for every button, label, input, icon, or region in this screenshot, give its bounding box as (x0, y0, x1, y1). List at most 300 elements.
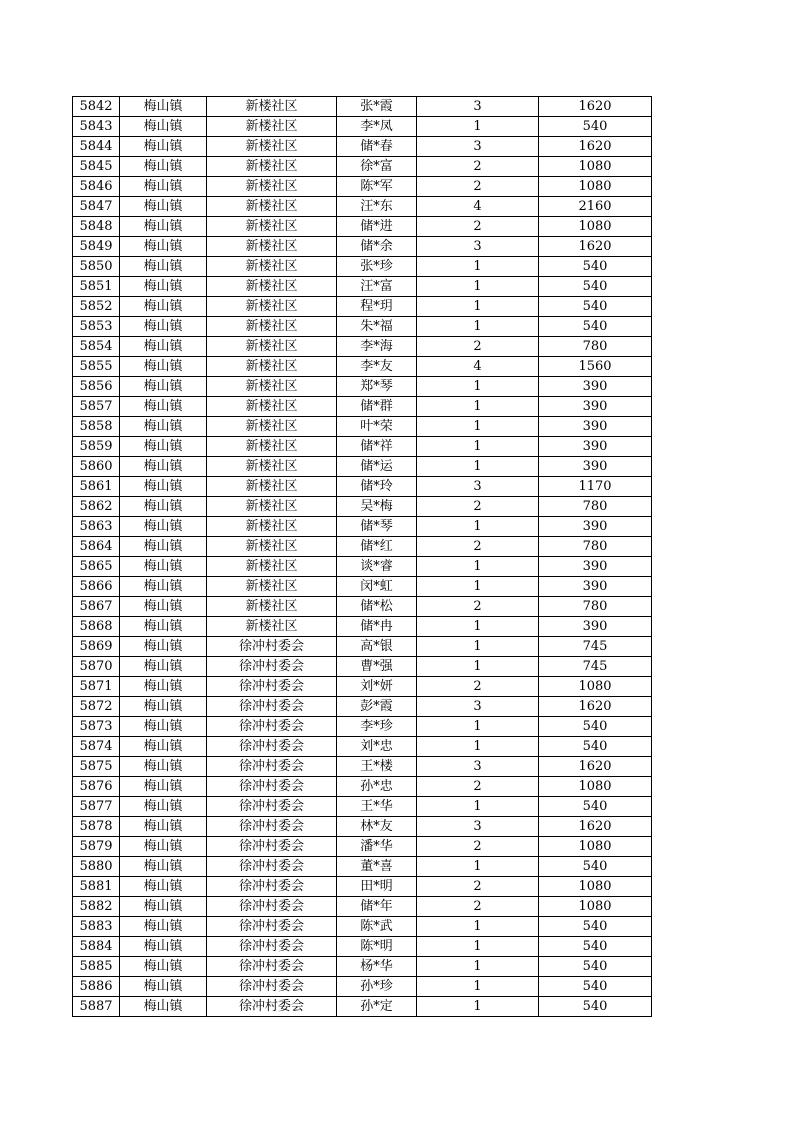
village-cell: 新楼社区 (207, 257, 337, 277)
name-cell: 陈*明 (337, 937, 417, 957)
row-id-cell: 5870 (73, 657, 120, 677)
table-row (73, 177, 652, 197)
name-cell: 孙*定 (337, 997, 417, 1017)
row-id-cell: 5848 (73, 217, 120, 237)
table-row (73, 317, 652, 337)
household-count-cell: 1 (417, 657, 539, 677)
row-id-cell: 5881 (73, 877, 120, 897)
row-id-cell: 5886 (73, 977, 120, 997)
table-row (73, 757, 652, 777)
row-id-cell: 5876 (73, 777, 120, 797)
name-cell: 闵*虹 (337, 577, 417, 597)
amount-cell: 540 (539, 977, 652, 997)
household-count-cell: 2 (417, 597, 539, 617)
name-cell: 孙*珍 (337, 977, 417, 997)
table-row (73, 537, 652, 557)
amount-cell: 540 (539, 257, 652, 277)
table-row (73, 657, 652, 677)
household-count-cell: 1 (417, 997, 539, 1017)
household-count-cell: 2 (417, 677, 539, 697)
village-cell: 新楼社区 (207, 117, 337, 137)
table-row (73, 677, 652, 697)
amount-cell: 1080 (539, 837, 652, 857)
town-cell: 梅山镇 (120, 697, 207, 717)
table-row (73, 817, 652, 837)
town-cell: 梅山镇 (120, 757, 207, 777)
village-cell: 新楼社区 (207, 157, 337, 177)
amount-cell: 1080 (539, 177, 652, 197)
town-cell: 梅山镇 (120, 657, 207, 677)
row-id-cell: 5844 (73, 137, 120, 157)
amount-cell: 540 (539, 857, 652, 877)
name-cell: 刘*妍 (337, 677, 417, 697)
table-row (73, 397, 652, 417)
village-cell: 徐冲村委会 (207, 997, 337, 1017)
amount-cell: 390 (539, 417, 652, 437)
household-count-cell: 1 (417, 957, 539, 977)
town-cell: 梅山镇 (120, 917, 207, 937)
row-id-cell: 5849 (73, 237, 120, 257)
name-cell: 叶*荣 (337, 417, 417, 437)
amount-cell: 1620 (539, 137, 652, 157)
village-cell: 新楼社区 (207, 317, 337, 337)
village-cell: 新楼社区 (207, 197, 337, 217)
village-cell: 新楼社区 (207, 137, 337, 157)
household-count-cell: 2 (417, 217, 539, 237)
household-count-cell: 1 (417, 297, 539, 317)
town-cell: 梅山镇 (120, 617, 207, 637)
village-cell: 徐冲村委会 (207, 897, 337, 917)
household-count-cell: 1 (417, 117, 539, 137)
amount-cell: 1620 (539, 817, 652, 837)
town-cell: 梅山镇 (120, 477, 207, 497)
household-count-cell: 1 (417, 797, 539, 817)
row-id-cell: 5875 (73, 757, 120, 777)
name-cell: 储*红 (337, 537, 417, 557)
name-cell: 储*余 (337, 237, 417, 257)
town-cell: 梅山镇 (120, 177, 207, 197)
row-id-cell: 5855 (73, 357, 120, 377)
amount-cell: 1080 (539, 217, 652, 237)
amount-cell: 1620 (539, 97, 652, 117)
amount-cell: 540 (539, 117, 652, 137)
village-cell: 新楼社区 (207, 577, 337, 597)
amount-cell: 1080 (539, 897, 652, 917)
household-count-cell: 2 (417, 777, 539, 797)
town-cell: 梅山镇 (120, 237, 207, 257)
amount-cell: 540 (539, 917, 652, 937)
amount-cell: 780 (539, 497, 652, 517)
name-cell: 储*冉 (337, 617, 417, 637)
town-cell: 梅山镇 (120, 377, 207, 397)
row-id-cell: 5851 (73, 277, 120, 297)
row-id-cell: 5873 (73, 717, 120, 737)
table-row (73, 637, 652, 657)
row-id-cell: 5860 (73, 457, 120, 477)
amount-cell: 540 (539, 997, 652, 1017)
roster-table-body (73, 97, 652, 1017)
village-cell: 新楼社区 (207, 337, 337, 357)
village-cell: 徐冲村委会 (207, 677, 337, 697)
table-row (73, 937, 652, 957)
household-count-cell: 4 (417, 197, 539, 217)
household-count-cell: 1 (417, 317, 539, 337)
row-id-cell: 5843 (73, 117, 120, 137)
village-cell: 徐冲村委会 (207, 777, 337, 797)
household-count-cell: 3 (417, 477, 539, 497)
town-cell: 梅山镇 (120, 157, 207, 177)
town-cell: 梅山镇 (120, 897, 207, 917)
village-cell: 徐冲村委会 (207, 837, 337, 857)
table-row (73, 197, 652, 217)
household-count-cell: 1 (417, 917, 539, 937)
town-cell: 梅山镇 (120, 797, 207, 817)
household-count-cell: 1 (417, 457, 539, 477)
name-cell: 汪*富 (337, 277, 417, 297)
table-row (73, 257, 652, 277)
name-cell: 林*友 (337, 817, 417, 837)
row-id-cell: 5887 (73, 997, 120, 1017)
amount-cell: 1620 (539, 237, 652, 257)
town-cell: 梅山镇 (120, 417, 207, 437)
village-cell: 新楼社区 (207, 457, 337, 477)
name-cell: 李*凤 (337, 117, 417, 137)
table-row (73, 277, 652, 297)
row-id-cell: 5859 (73, 437, 120, 457)
row-id-cell: 5864 (73, 537, 120, 557)
town-cell: 梅山镇 (120, 777, 207, 797)
row-id-cell: 5868 (73, 617, 120, 637)
name-cell: 吴*梅 (337, 497, 417, 517)
table-row (73, 377, 652, 397)
table-row (73, 797, 652, 817)
name-cell: 孙*忠 (337, 777, 417, 797)
household-count-cell: 1 (417, 377, 539, 397)
table-row (73, 337, 652, 357)
table-row (73, 97, 652, 117)
household-count-cell: 2 (417, 177, 539, 197)
table-row (73, 617, 652, 637)
name-cell: 彭*霞 (337, 697, 417, 717)
household-count-cell: 2 (417, 157, 539, 177)
row-id-cell: 5883 (73, 917, 120, 937)
town-cell: 梅山镇 (120, 837, 207, 857)
household-count-cell: 1 (417, 577, 539, 597)
village-cell: 新楼社区 (207, 177, 337, 197)
town-cell: 梅山镇 (120, 397, 207, 417)
household-count-cell: 2 (417, 537, 539, 557)
village-cell: 新楼社区 (207, 297, 337, 317)
row-id-cell: 5863 (73, 517, 120, 537)
table-row (73, 737, 652, 757)
household-count-cell: 1 (417, 737, 539, 757)
row-id-cell: 5872 (73, 697, 120, 717)
table-row (73, 777, 652, 797)
amount-cell: 540 (539, 297, 652, 317)
household-count-cell: 1 (417, 857, 539, 877)
town-cell: 梅山镇 (120, 197, 207, 217)
town-cell: 梅山镇 (120, 817, 207, 837)
name-cell: 潘*华 (337, 837, 417, 857)
amount-cell: 1620 (539, 697, 652, 717)
town-cell: 梅山镇 (120, 857, 207, 877)
row-id-cell: 5861 (73, 477, 120, 497)
town-cell: 梅山镇 (120, 557, 207, 577)
village-cell: 徐冲村委会 (207, 657, 337, 677)
household-count-cell: 1 (417, 437, 539, 457)
name-cell: 郑*琴 (337, 377, 417, 397)
town-cell: 梅山镇 (120, 977, 207, 997)
town-cell: 梅山镇 (120, 457, 207, 477)
name-cell: 董*喜 (337, 857, 417, 877)
row-id-cell: 5878 (73, 817, 120, 837)
village-cell: 徐冲村委会 (207, 917, 337, 937)
household-count-cell: 3 (417, 757, 539, 777)
name-cell: 徐*富 (337, 157, 417, 177)
town-cell: 梅山镇 (120, 937, 207, 957)
town-cell: 梅山镇 (120, 277, 207, 297)
row-id-cell: 5847 (73, 197, 120, 217)
household-count-cell: 2 (417, 497, 539, 517)
amount-cell: 540 (539, 737, 652, 757)
row-id-cell: 5871 (73, 677, 120, 697)
row-id-cell: 5869 (73, 637, 120, 657)
amount-cell: 390 (539, 617, 652, 637)
village-cell: 新楼社区 (207, 357, 337, 377)
name-cell: 程*玥 (337, 297, 417, 317)
amount-cell: 390 (539, 397, 652, 417)
town-cell: 梅山镇 (120, 97, 207, 117)
amount-cell: 540 (539, 797, 652, 817)
amount-cell: 1080 (539, 877, 652, 897)
row-id-cell: 5874 (73, 737, 120, 757)
town-cell: 梅山镇 (120, 637, 207, 657)
village-cell: 新楼社区 (207, 557, 337, 577)
town-cell: 梅山镇 (120, 577, 207, 597)
household-count-cell: 1 (417, 517, 539, 537)
household-count-cell: 2 (417, 877, 539, 897)
town-cell: 梅山镇 (120, 737, 207, 757)
amount-cell: 1080 (539, 777, 652, 797)
town-cell: 梅山镇 (120, 877, 207, 897)
row-id-cell: 5882 (73, 897, 120, 917)
table-row (73, 597, 652, 617)
table-row (73, 877, 652, 897)
name-cell: 汪*东 (337, 197, 417, 217)
amount-cell: 745 (539, 637, 652, 657)
row-id-cell: 5880 (73, 857, 120, 877)
row-id-cell: 5854 (73, 337, 120, 357)
row-id-cell: 5852 (73, 297, 120, 317)
roster-table (72, 96, 652, 1017)
household-count-cell: 1 (417, 637, 539, 657)
name-cell: 刘*忠 (337, 737, 417, 757)
town-cell: 梅山镇 (120, 517, 207, 537)
amount-cell: 1080 (539, 677, 652, 697)
name-cell: 李*海 (337, 337, 417, 357)
row-id-cell: 5877 (73, 797, 120, 817)
amount-cell: 780 (539, 337, 652, 357)
row-id-cell: 5856 (73, 377, 120, 397)
town-cell: 梅山镇 (120, 717, 207, 737)
name-cell: 储*年 (337, 897, 417, 917)
town-cell: 梅山镇 (120, 497, 207, 517)
row-id-cell: 5845 (73, 157, 120, 177)
table-row (73, 897, 652, 917)
household-count-cell: 1 (417, 277, 539, 297)
town-cell: 梅山镇 (120, 257, 207, 277)
row-id-cell: 5842 (73, 97, 120, 117)
name-cell: 储*祥 (337, 437, 417, 457)
town-cell: 梅山镇 (120, 337, 207, 357)
village-cell: 徐冲村委会 (207, 857, 337, 877)
amount-cell: 390 (539, 557, 652, 577)
row-id-cell: 5865 (73, 557, 120, 577)
town-cell: 梅山镇 (120, 317, 207, 337)
table-row (73, 237, 652, 257)
table-row (73, 137, 652, 157)
household-count-cell: 1 (417, 937, 539, 957)
amount-cell: 1170 (539, 477, 652, 497)
household-count-cell: 2 (417, 337, 539, 357)
amount-cell: 1620 (539, 757, 652, 777)
amount-cell: 540 (539, 317, 652, 337)
household-count-cell: 2 (417, 897, 539, 917)
amount-cell: 390 (539, 377, 652, 397)
name-cell: 陈*武 (337, 917, 417, 937)
name-cell: 李*友 (337, 357, 417, 377)
village-cell: 徐冲村委会 (207, 977, 337, 997)
amount-cell: 780 (539, 537, 652, 557)
village-cell: 徐冲村委会 (207, 957, 337, 977)
household-count-cell: 3 (417, 697, 539, 717)
row-id-cell: 5857 (73, 397, 120, 417)
table-row (73, 157, 652, 177)
town-cell: 梅山镇 (120, 437, 207, 457)
row-id-cell: 5867 (73, 597, 120, 617)
table-row (73, 457, 652, 477)
name-cell: 朱*福 (337, 317, 417, 337)
household-count-cell: 2 (417, 837, 539, 857)
name-cell: 陈*军 (337, 177, 417, 197)
household-count-cell: 1 (417, 257, 539, 277)
household-count-cell: 1 (417, 417, 539, 437)
row-id-cell: 5858 (73, 417, 120, 437)
village-cell: 新楼社区 (207, 277, 337, 297)
amount-cell: 2160 (539, 197, 652, 217)
table-row (73, 857, 652, 877)
village-cell: 新楼社区 (207, 617, 337, 637)
town-cell: 梅山镇 (120, 537, 207, 557)
amount-cell: 745 (539, 657, 652, 677)
village-cell: 徐冲村委会 (207, 937, 337, 957)
table-row (73, 977, 652, 997)
household-count-cell: 1 (417, 557, 539, 577)
village-cell: 新楼社区 (207, 417, 337, 437)
village-cell: 新楼社区 (207, 437, 337, 457)
village-cell: 徐冲村委会 (207, 637, 337, 657)
town-cell: 梅山镇 (120, 297, 207, 317)
town-cell: 梅山镇 (120, 357, 207, 377)
name-cell: 储*运 (337, 457, 417, 477)
amount-cell: 540 (539, 277, 652, 297)
amount-cell: 1080 (539, 157, 652, 177)
table-row (73, 297, 652, 317)
name-cell: 张*珍 (337, 257, 417, 277)
table-row (73, 557, 652, 577)
town-cell: 梅山镇 (120, 597, 207, 617)
amount-cell: 390 (539, 457, 652, 477)
town-cell: 梅山镇 (120, 217, 207, 237)
table-row (73, 957, 652, 977)
village-cell: 新楼社区 (207, 597, 337, 617)
amount-cell: 540 (539, 717, 652, 737)
household-count-cell: 1 (417, 977, 539, 997)
row-id-cell: 5846 (73, 177, 120, 197)
village-cell: 徐冲村委会 (207, 737, 337, 757)
amount-cell: 780 (539, 597, 652, 617)
table-row (73, 477, 652, 497)
row-id-cell: 5884 (73, 937, 120, 957)
row-id-cell: 5885 (73, 957, 120, 977)
table-row (73, 437, 652, 457)
row-id-cell: 5866 (73, 577, 120, 597)
name-cell: 杨*华 (337, 957, 417, 977)
village-cell: 新楼社区 (207, 517, 337, 537)
row-id-cell: 5879 (73, 837, 120, 857)
name-cell: 储*玲 (337, 477, 417, 497)
town-cell: 梅山镇 (120, 997, 207, 1017)
name-cell: 曹*强 (337, 657, 417, 677)
table-row (73, 117, 652, 137)
table-row (73, 717, 652, 737)
village-cell: 徐冲村委会 (207, 817, 337, 837)
name-cell: 储*松 (337, 597, 417, 617)
amount-cell: 390 (539, 577, 652, 597)
household-count-cell: 1 (417, 397, 539, 417)
village-cell: 徐冲村委会 (207, 757, 337, 777)
name-cell: 储*群 (337, 397, 417, 417)
village-cell: 新楼社区 (207, 397, 337, 417)
table-row (73, 837, 652, 857)
table-row (73, 917, 652, 937)
household-count-cell: 3 (417, 97, 539, 117)
table-row (73, 417, 652, 437)
town-cell: 梅山镇 (120, 137, 207, 157)
village-cell: 新楼社区 (207, 377, 337, 397)
table-row (73, 517, 652, 537)
town-cell: 梅山镇 (120, 957, 207, 977)
town-cell: 梅山镇 (120, 117, 207, 137)
household-count-cell: 3 (417, 237, 539, 257)
household-count-cell: 1 (417, 717, 539, 737)
row-id-cell: 5862 (73, 497, 120, 517)
amount-cell: 1560 (539, 357, 652, 377)
table-row (73, 997, 652, 1017)
name-cell: 田*明 (337, 877, 417, 897)
amount-cell: 540 (539, 937, 652, 957)
row-id-cell: 5853 (73, 317, 120, 337)
village-cell: 新楼社区 (207, 537, 337, 557)
name-cell: 王*华 (337, 797, 417, 817)
village-cell: 徐冲村委会 (207, 717, 337, 737)
village-cell: 新楼社区 (207, 477, 337, 497)
village-cell: 新楼社区 (207, 97, 337, 117)
table-row (73, 697, 652, 717)
village-cell: 徐冲村委会 (207, 877, 337, 897)
amount-cell: 390 (539, 437, 652, 457)
name-cell: 谈*睿 (337, 557, 417, 577)
